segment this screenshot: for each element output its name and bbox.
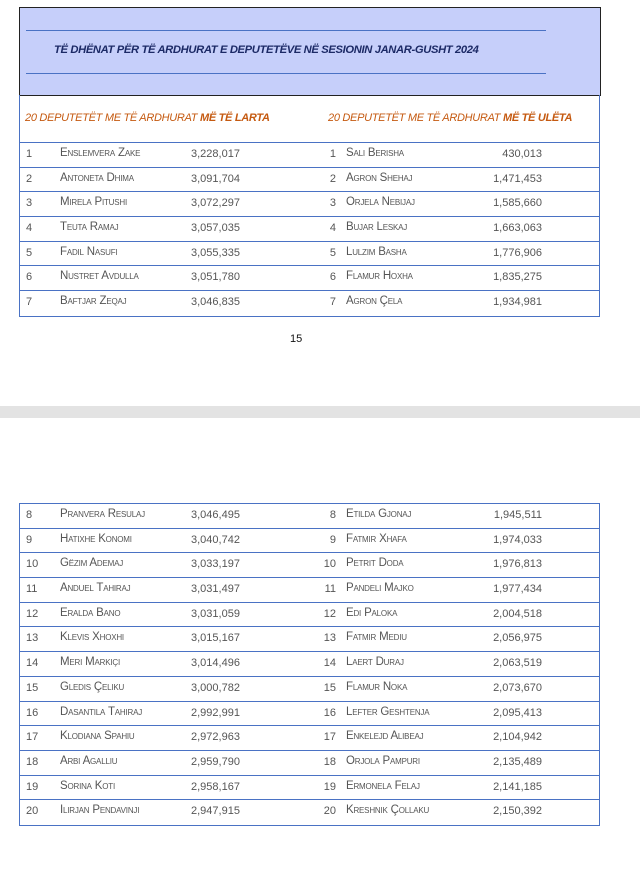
highest-rank: 2 xyxy=(26,172,33,185)
lowest-amount: 2,056,975 xyxy=(493,632,542,645)
highest-rank: 10 xyxy=(26,558,39,571)
header-divider-bottom xyxy=(26,73,546,74)
highest-rank: 4 xyxy=(26,222,33,235)
page-number: 15 xyxy=(290,333,303,345)
table-row xyxy=(20,529,599,554)
highest-name: Klodiana Spahiu xyxy=(60,730,135,743)
lowest-name: Ermonela Felaj xyxy=(346,779,420,792)
lowest-amount: 2,004,518 xyxy=(493,607,542,620)
highest-name: Mirela Pitushi xyxy=(60,196,127,209)
lowest-name: Fatmir Mediu xyxy=(346,631,407,644)
highest-amount: 3,000,782 xyxy=(191,681,240,694)
highest-rank: 15 xyxy=(26,681,39,694)
highest-rank: 5 xyxy=(26,246,33,259)
lowest-name: Agron Çela xyxy=(346,295,403,308)
lowest-amount: 430,013 xyxy=(502,148,542,160)
highest-name: Enslemvera Zake xyxy=(60,147,141,159)
highest-rank: 7 xyxy=(26,296,33,309)
highest-amount: 3,046,495 xyxy=(191,509,240,521)
highest-name: Dasantila Tahiraj xyxy=(60,705,143,718)
highest-amount: 3,057,035 xyxy=(191,222,240,235)
highest-amount: 3,228,017 xyxy=(191,148,240,160)
lowest-name: Pandeli Majko xyxy=(346,582,414,595)
table-row xyxy=(20,627,599,652)
lowest-name: Fatmir Xhafa xyxy=(346,532,407,545)
lowest-name: Sali Berisha xyxy=(346,147,404,159)
lowest-amount: 2,150,392 xyxy=(493,805,542,818)
highest-amount: 3,046,835 xyxy=(191,296,240,309)
lowest-amount: 2,095,413 xyxy=(493,706,542,719)
lowest-amount: 1,663,063 xyxy=(493,222,542,235)
lowest-amount: 1,585,660 xyxy=(493,197,542,210)
lowest-name: Enkelejd Alibeaj xyxy=(346,730,424,743)
lowest-rank: 16 xyxy=(323,706,336,719)
lowest-amount: 2,073,670 xyxy=(493,681,542,694)
highest-name: Fadil Nasufi xyxy=(60,245,118,258)
highest-heading-prefix: 20 DEPUTETËT ME TË ARDHURAT xyxy=(25,112,200,124)
lowest-rank: 2 xyxy=(329,172,336,185)
lowest-income-heading xyxy=(328,112,572,124)
income-table-page-16 xyxy=(19,503,600,826)
lowest-rank: 11 xyxy=(324,583,336,596)
table-row xyxy=(20,266,599,291)
lowest-name: Kreshnik Çollaku xyxy=(346,804,430,817)
lowest-rank: 1 xyxy=(329,148,336,160)
table-row xyxy=(20,603,599,628)
highest-name: Hatixhe Konomi xyxy=(60,532,132,545)
lowest-amount: 2,104,942 xyxy=(493,731,542,744)
highest-rank: 14 xyxy=(26,657,39,670)
highest-rank: 3 xyxy=(26,197,33,210)
lowest-name: Lulzim Basha xyxy=(346,245,407,258)
highest-name: Eralda Bano xyxy=(60,606,121,619)
highest-rank: 9 xyxy=(26,533,33,546)
lowest-amount: 1,976,813 xyxy=(493,558,542,571)
highest-name: Arbi Agalliu xyxy=(60,754,118,767)
highest-name: Klevis Xhoxhi xyxy=(60,631,124,644)
highest-rank: 8 xyxy=(26,509,33,521)
income-table-page-15 xyxy=(19,95,600,317)
table-row xyxy=(20,776,599,801)
lowest-name: Etilda Gjonaj xyxy=(346,508,412,520)
lowest-rank: 10 xyxy=(323,558,336,571)
highest-name: Pranvera Resulaj xyxy=(60,508,145,520)
highest-amount: 3,091,704 xyxy=(191,172,240,185)
highest-rank: 16 xyxy=(26,706,39,719)
highest-rank: 18 xyxy=(26,755,39,768)
table-row xyxy=(20,242,599,267)
highest-rank: 11 xyxy=(26,583,38,596)
highest-name: Gëzim Ademaj xyxy=(60,557,123,570)
lowest-name: Petrit Doda xyxy=(346,557,404,570)
highest-amount: 3,072,297 xyxy=(191,197,240,210)
lowest-amount: 2,063,519 xyxy=(493,657,542,670)
table-row xyxy=(20,726,599,751)
table-row xyxy=(20,578,599,603)
table-row xyxy=(20,291,599,316)
highest-name: Ilirjan Pendavinji xyxy=(60,804,140,817)
highest-rank: 19 xyxy=(26,780,39,793)
highest-amount: 3,033,197 xyxy=(191,558,240,571)
lowest-name: Lefter Geshtenja xyxy=(346,705,430,718)
table-row xyxy=(20,751,599,776)
highest-rank: 12 xyxy=(26,607,39,620)
page-separator xyxy=(0,406,640,418)
highest-heading-emphasis: MË TË LARTA xyxy=(199,112,270,124)
highest-rank: 6 xyxy=(26,271,33,284)
lowest-rank: 7 xyxy=(329,296,336,309)
table-row xyxy=(20,168,599,193)
table-row xyxy=(20,702,599,727)
lowest-amount: 1,977,434 xyxy=(493,583,542,596)
highest-name: Antoneta Dhima xyxy=(60,171,134,184)
lowest-amount: 1,835,275 xyxy=(493,271,542,284)
highest-amount: 3,031,059 xyxy=(191,607,240,620)
highest-amount: 3,031,497 xyxy=(191,583,240,596)
highest-amount: 2,958,167 xyxy=(191,780,240,793)
table-row xyxy=(20,677,599,702)
table-row xyxy=(20,800,599,825)
highest-amount: 3,055,335 xyxy=(191,246,240,259)
table-row xyxy=(20,504,599,529)
lowest-amount: 2,141,185 xyxy=(493,780,542,793)
lowest-amount: 1,974,033 xyxy=(493,533,542,546)
lowest-heading-prefix: 20 DEPUTETËT ME TË ARDHURAT xyxy=(328,112,503,124)
header-divider-top xyxy=(26,30,546,31)
highest-rank: 13 xyxy=(26,632,39,645)
highest-amount: 2,972,963 xyxy=(191,731,240,744)
lowest-amount: 1,471,453 xyxy=(493,172,542,185)
lowest-rank: 15 xyxy=(323,681,336,694)
lowest-rank: 14 xyxy=(323,657,336,670)
highest-income-heading xyxy=(25,112,270,124)
highest-rank: 20 xyxy=(26,805,39,818)
lowest-rank: 6 xyxy=(329,271,336,284)
highest-name: Anduel Tahiraj xyxy=(60,582,131,595)
lowest-rank: 9 xyxy=(329,533,336,546)
lowest-rank: 17 xyxy=(323,731,336,744)
lowest-amount: 2,135,489 xyxy=(493,755,542,768)
table-row xyxy=(20,217,599,242)
highest-amount: 2,992,991 xyxy=(191,706,240,719)
lowest-name: Orjela Nebijaj xyxy=(346,196,415,209)
lowest-rank: 20 xyxy=(323,805,336,818)
lowest-name: Orjola Pampuri xyxy=(346,754,420,767)
lowest-rank: 5 xyxy=(329,246,336,259)
highest-amount: 2,959,790 xyxy=(191,755,240,768)
lowest-heading-emphasis: MË TË ULËTA xyxy=(502,112,573,124)
highest-rank: 17 xyxy=(26,731,39,744)
lowest-name: Agron Shehaj xyxy=(346,171,413,184)
highest-rank: 1 xyxy=(26,148,33,160)
lowest-amount: 1,945,511 xyxy=(493,509,542,521)
report-title: TË DHËNAT PËR TË ARDHURAT E DEPUTETËVE NË SESIONIN JANAR-GUSHT 2024 xyxy=(54,44,479,56)
highest-name: Nustret Avdulla xyxy=(60,270,139,283)
highest-name: Teuta Ramaj xyxy=(60,221,119,234)
lowest-rank: 12 xyxy=(323,607,336,620)
report-header xyxy=(19,7,601,96)
highest-name: Baftjar Zeqaj xyxy=(60,295,127,308)
lowest-rank: 3 xyxy=(329,197,336,210)
lowest-name: Edi Paloka xyxy=(346,606,398,619)
lowest-rank: 4 xyxy=(329,222,336,235)
lowest-name: Laert Duraj xyxy=(346,656,404,669)
lowest-rank: 13 xyxy=(323,632,336,645)
highest-amount: 3,014,496 xyxy=(191,657,240,670)
table-row xyxy=(20,553,599,578)
lowest-name: Flamur Noka xyxy=(346,680,408,693)
highest-amount: 3,051,780 xyxy=(191,271,240,284)
lowest-amount: 1,776,906 xyxy=(493,246,542,259)
highest-amount: 3,015,167 xyxy=(191,632,240,645)
lowest-name: Bujar Leskaj xyxy=(346,221,408,234)
highest-name: Gledis Çeliku xyxy=(60,680,125,693)
table-row xyxy=(20,192,599,217)
lowest-rank: 8 xyxy=(329,509,336,521)
lowest-name: Flamur Hoxha xyxy=(346,270,413,283)
highest-amount: 2,947,915 xyxy=(191,805,240,818)
lowest-rank: 18 xyxy=(323,755,336,768)
lowest-rank: 19 xyxy=(323,780,336,793)
highest-amount: 3,040,742 xyxy=(191,533,240,546)
highest-name: Sorina Koti xyxy=(60,779,116,792)
table-row xyxy=(20,143,599,168)
highest-name: Meri Markiçi xyxy=(60,656,120,669)
lowest-amount: 1,934,981 xyxy=(493,296,542,309)
table-row xyxy=(20,652,599,677)
table-subheader-row xyxy=(20,95,599,143)
